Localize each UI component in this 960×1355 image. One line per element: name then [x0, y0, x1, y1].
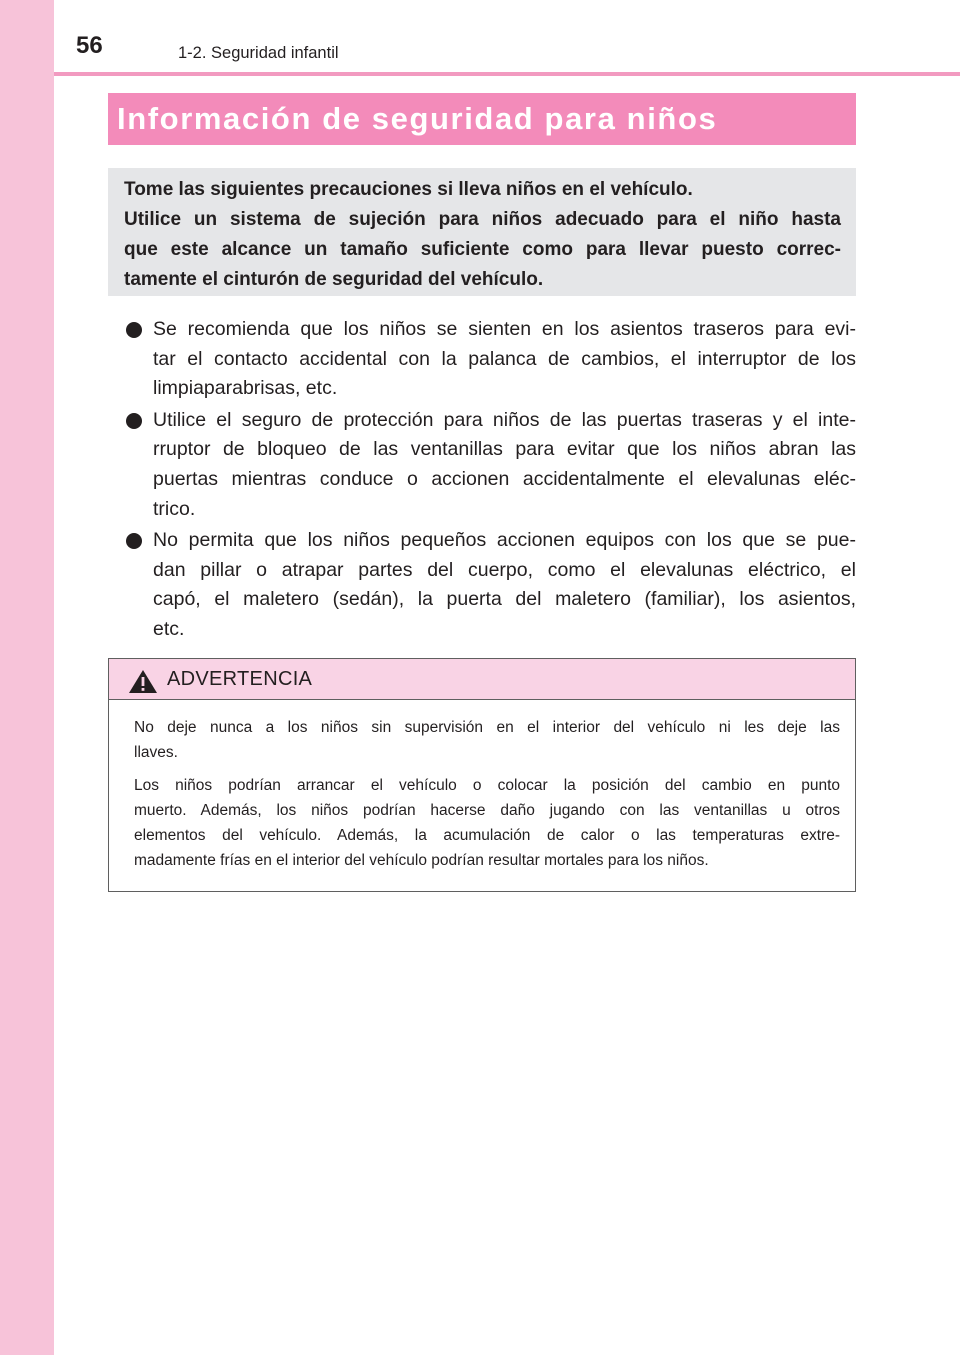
bullet-dot-icon: [126, 533, 142, 549]
page-title: Información de seguridad para niños: [117, 101, 718, 136]
bullet-line: Se recomienda que los niños se sienten en los asientos traseros para evi-: [153, 318, 856, 340]
bullet-dot-icon: [126, 322, 142, 338]
warning-line: muerto. Además, los niños podrían hacerse daño jugando con las ventanillas u otros: [134, 802, 840, 819]
warning-triangle-icon: [128, 669, 158, 694]
title-bar: [108, 93, 856, 145]
page-number: 56: [76, 32, 103, 59]
bullet-line: tar el contacto accidental con la palanca de cambios, el interruptor de los: [153, 347, 856, 370]
page-tab-block: [0, 0, 54, 72]
warning-header: [109, 659, 855, 700]
bullet-line: trico.: [153, 497, 196, 520]
intro-line: tamente el cinturón de seguridad del vehículo.: [124, 269, 544, 290]
bullet-item: [126, 406, 856, 524]
bullet-line: limpiaparabrisas, etc.: [153, 377, 338, 400]
section-label: 1-2. Seguridad infantil: [178, 44, 339, 62]
intro-line: que este alcance un tamaño suficiente como para llevar puesto correc-: [124, 239, 841, 260]
bullet-item: [126, 526, 856, 644]
side-tab-strip: [0, 0, 54, 1355]
bullet-line: capó, el maletero (sedán), la puerta del maletero (familiar), los asientos,: [153, 588, 856, 611]
warning-body: [134, 715, 840, 881]
intro-line: Utilice un sistema de sujeción para niños adecuado para el niño hasta: [124, 209, 841, 230]
warning-paragraph: [134, 715, 840, 765]
bullet-line: dan pillar o atrapar partes del cuerpo, como el elevalunas eléctrico, el: [153, 558, 856, 581]
warning-line: No deje nunca a los niños sin supervisión en el interior del vehículo ni les deje las: [134, 719, 840, 736]
bullet-list: [126, 315, 856, 647]
warning-line: madamente frías en el interior del vehículo podrían resultar mortales para los niños.: [134, 852, 709, 869]
intro-box: [108, 168, 856, 296]
bullet-dot-icon: [126, 413, 142, 429]
warning-paragraph: [134, 773, 840, 873]
bullet-line: Utilice el seguro de protección para niños de las puertas traseras y el inte-: [153, 408, 856, 431]
bullet-item: [126, 315, 856, 404]
bullet-line: etc.: [153, 617, 185, 640]
bullet-line: No permita que los niños pequeños accionen equipos con los que se pue-: [153, 529, 856, 552]
warning-line: elementos del vehículo. Además, la acumulación de calor o las temperaturas extre-: [134, 827, 840, 844]
warning-box: [108, 658, 856, 892]
warning-line: llaves.: [134, 744, 178, 761]
intro-line: Tome las siguientes precauciones si lleva niños en el vehículo.: [124, 179, 693, 200]
bullet-line: rruptor de bloqueo de las ventanillas para evitar que los niños abran las: [153, 438, 856, 461]
warning-title: ADVERTENCIA: [167, 668, 313, 690]
bullet-line: puertas mientras conduce o accionen accidentalmente el elevalunas eléc-: [153, 467, 856, 490]
warning-line: Los niños podrían arrancar el vehículo o colocar la posición del cambio en punto: [134, 777, 840, 794]
header-rule: [54, 72, 960, 76]
